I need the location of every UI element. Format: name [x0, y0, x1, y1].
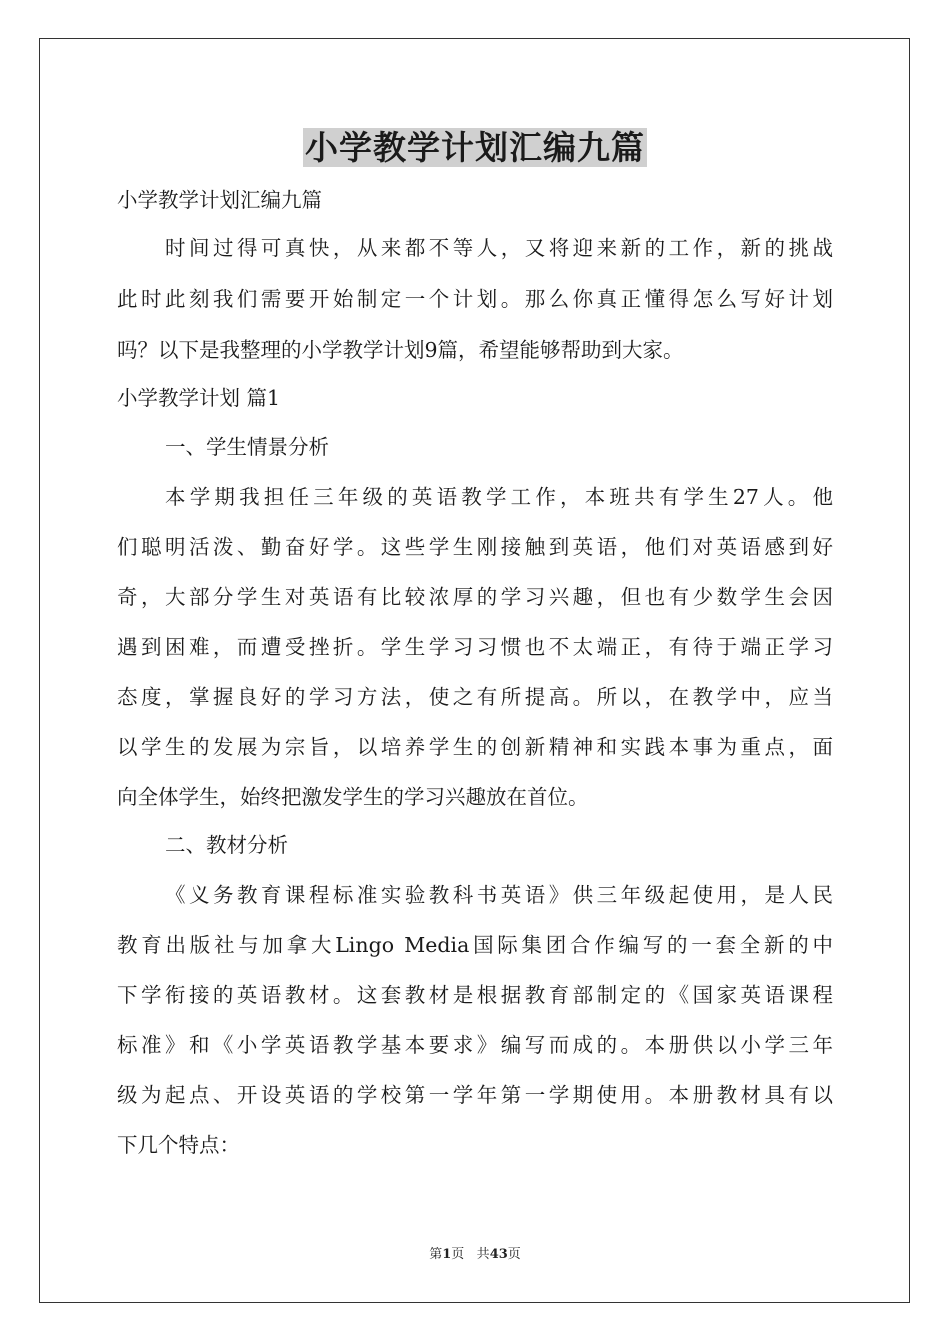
part2-line-1: 《义务教育课程标准实验教科书英语》供三年级起使用，是人民 [165, 883, 833, 907]
part2-line-3: 下学衔接的英语教材。这套教材是根据教育部制定的《国家英语课程 [117, 983, 833, 1007]
footer-page-suffix: 页 [451, 1247, 465, 1262]
document-title-text: 小学教学计划汇编九篇 [305, 128, 645, 167]
part1-line-1: 本学期我担任三年级的英语教学工作，本班共有学生27人。他 [165, 485, 833, 509]
intro-line-1: 时间过得可真快，从来都不等人，又将迎来新的工作，新的挑战 [165, 236, 833, 260]
part1-heading: 一、学生情景分析 [165, 435, 329, 459]
part1-line-7: 向全体学生，始终把激发学生的学习兴趣放在首位。 [117, 785, 589, 809]
intro-line-3: 吗？以下是我整理的小学教学计划9篇，希望能够帮助到大家。 [117, 338, 684, 362]
footer-total-suffix: 页 [507, 1247, 521, 1262]
section-heading: 小学教学计划 篇1 [117, 386, 281, 410]
footer-page-number: 1 [442, 1247, 452, 1262]
intro-line-2: 此时此刻我们需要开始制定一个计划。那么你真正懂得怎么写好计划 [117, 287, 833, 311]
footer-total-pages: 43 [489, 1247, 508, 1262]
page-border [39, 38, 910, 1303]
part1-line-5: 态度，掌握良好的学习方法，使之有所提高。所以，在教学中，应当 [117, 685, 833, 709]
part1-line-6: 以学生的发展为宗旨，以培养学生的创新精神和实践本事为重点，面 [117, 735, 833, 759]
part1-line-4: 遇到困难，而遭受挫折。学生学习习惯也不太端正，有待于端正学习 [117, 635, 833, 659]
document-subtitle: 小学教学计划汇编九篇 [117, 188, 322, 212]
document-title [0, 124, 950, 172]
footer-page-prefix: 第 [429, 1247, 443, 1262]
part2-heading: 二、教材分析 [165, 833, 288, 857]
footer-total-prefix: 共 [476, 1247, 490, 1262]
part2-line-2: 教育出版社与加拿大Lingo Media国际集团合作编写的一套全新的中 [117, 933, 833, 957]
page-footer [0, 1246, 950, 1264]
part2-line-5: 级为起点、开设英语的学校第一学年第一学期使用。本册教材具有以 [117, 1083, 833, 1107]
part2-line-6: 下几个特点： [117, 1133, 240, 1157]
part2-line-4: 标准》和《小学英语教学基本要求》编写而成的。本册供以小学三年 [117, 1033, 833, 1057]
part1-line-3: 奇，大部分学生对英语有比较浓厚的学习兴趣，但也有少数学生会因 [117, 585, 833, 609]
part1-line-2: 们聪明活泼、勤奋好学。这些学生刚接触到英语，他们对英语感到好 [117, 535, 833, 559]
